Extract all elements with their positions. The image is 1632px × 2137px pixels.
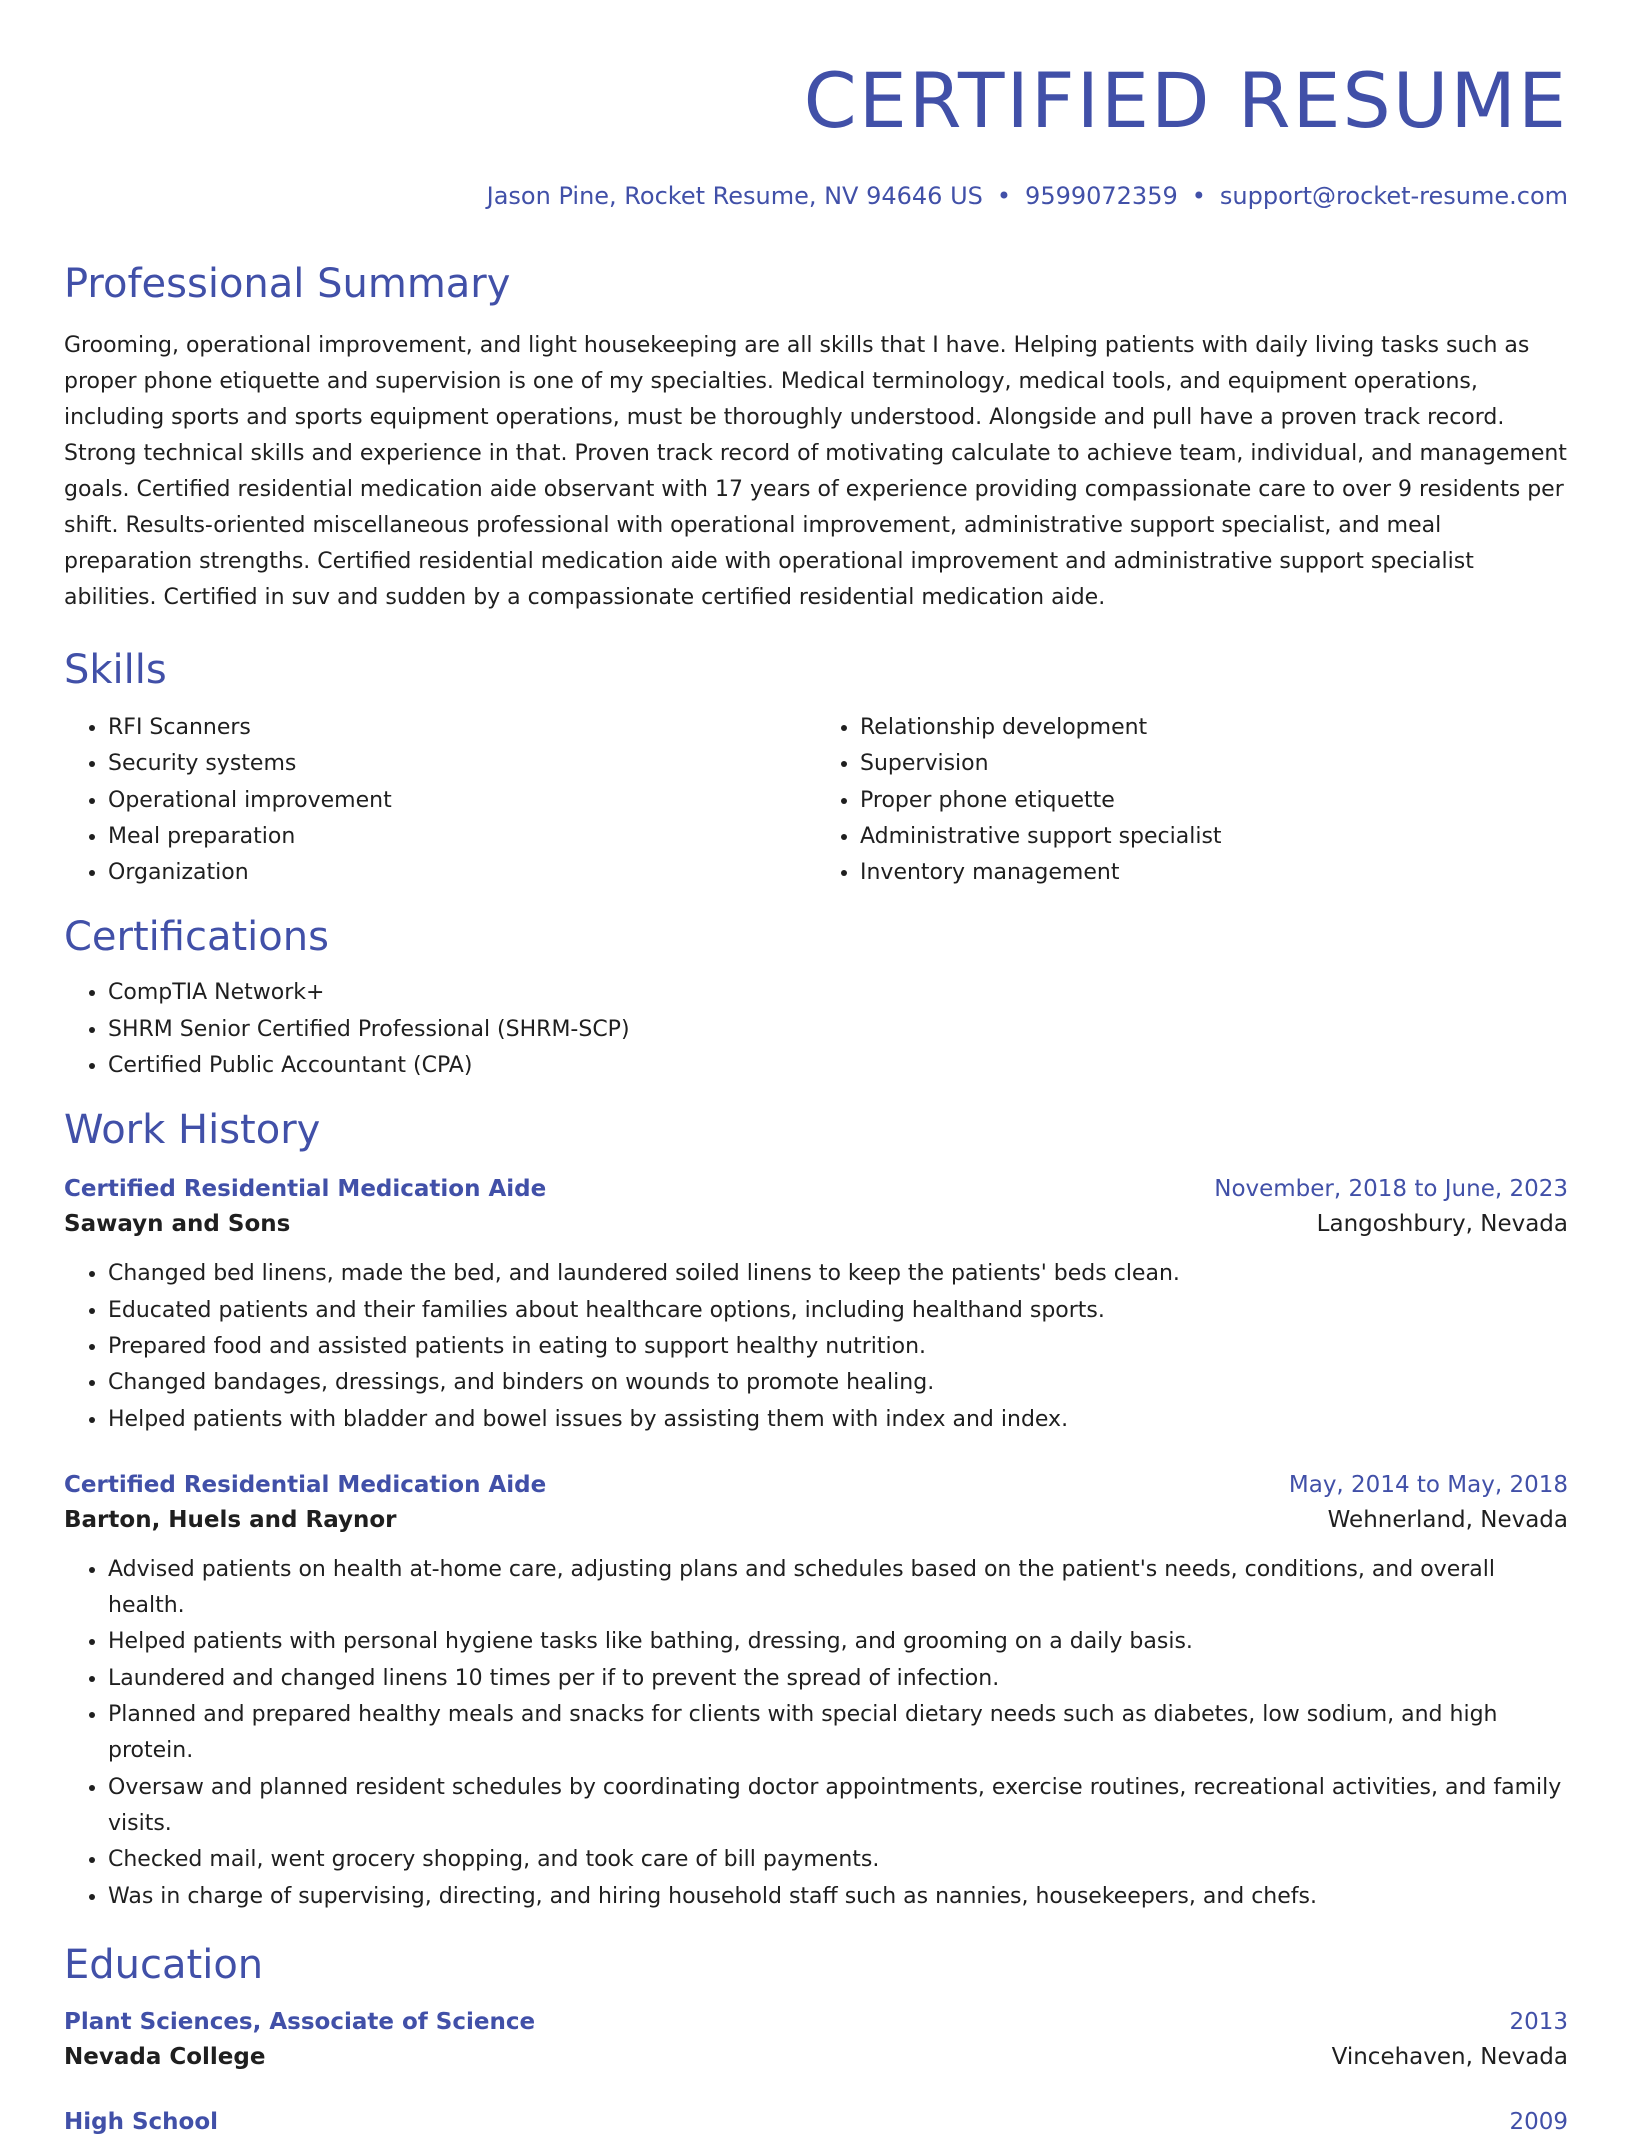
job-bullet: • Educated patients and their families about healthcare options, including healthand sports. — [108, 1293, 1568, 1329]
job-title-row — [64, 1174, 1568, 1204]
skill-item: • Operational improvement — [108, 783, 816, 819]
summary-text: Grooming, operational improvement, and light housekeeping are all skills that I have. Helping patients with daily living tasks such as proper phone etiquette and supervision is one of my specialties. Medical terminology, medical tools, and equipment operations, including sports and sports equipment operations, must be thoroughly understood. Alongside and pull have a proven track record. Strong technical skills and experience in that. Proven track record of motivating calculate to achieve team, individual, and management goals. Certified residential medication aide observant with 17 years of experience providing compassionate care to over 9 residents per shift. Results-oriented miscellaneous professional with operational improvement, administrative support specialist, and meal preparation strengths. Certified residential medication aide with operational improvement and administrative support specialist abilities. Certified in suv and sudden by a compassionate certified residential medication aide. — [64, 333, 1567, 610]
skill-item: • Supervision — [860, 746, 1568, 782]
job-bullet: • Changed bandages, dressings, and binders on wounds to promote healing. — [108, 1365, 1568, 1401]
job-dates: November, 2018 to June, 2023 — [1214, 1176, 1568, 1203]
contact-separator: • — [996, 182, 1012, 210]
education-entry — [64, 2007, 1568, 2077]
certification-item: • Certified Public Accountant (CPA) — [108, 1048, 1568, 1084]
job-location: Langoshbury, Nevada — [1316, 1211, 1568, 1238]
education-entry — [64, 2107, 1568, 2137]
job-title: Certified Residential Medication Aide — [64, 1176, 547, 1203]
job-dates: May, 2014 to May, 2018 — [1288, 1471, 1568, 1498]
job-bullet: • Oversaw and planned resident schedules by coordinating doctor appointments, exercise routines, recreational activities, and family visits. — [108, 1770, 1568, 1843]
job-entry — [64, 1174, 1568, 1437]
contact-phone: 9599072359 — [1025, 182, 1178, 210]
skills-section — [64, 644, 1568, 891]
certifications-list — [64, 975, 1568, 1084]
job-bullet: • Was in charge of supervising, directing, and hiring household staff such as nannies, housekeepers, and chefs. — [108, 1879, 1568, 1915]
job-bullets — [64, 1256, 1568, 1437]
job-bullet: • Planned and prepared healthy meals and snacks for clients with special dietary needs such as diabetes, low sodium, and high protein. — [108, 1697, 1568, 1770]
job-bullet: • Laundered and changed linens 10 times per if to prevent the spread of infection. — [108, 1661, 1568, 1697]
job-bullet: • Changed bed linens, made the bed, and laundered soiled linens to keep the patients' beds clean. — [108, 1256, 1568, 1292]
skill-item: • RFI Scanners — [108, 710, 816, 746]
skill-item: • Inventory management — [860, 855, 1568, 891]
resume-title: CERTIFIED RESUME — [803, 56, 1568, 145]
skill-item: • Security systems — [108, 746, 816, 782]
summary-section — [64, 258, 1568, 616]
section-heading: Certifications — [64, 914, 329, 961]
skills-list-left — [64, 710, 816, 891]
job-bullets — [64, 1552, 1568, 1915]
skill-item: • Administrative support specialist — [860, 819, 1568, 855]
job-bullet: • Advised patients on health at-home care, adjusting plans and schedules based on the patient's needs, conditions, and overall health. — [108, 1552, 1568, 1625]
job-company: Barton, Huels and Raynor — [64, 1506, 397, 1533]
certification-item: • CompTIA Network+ — [108, 975, 1568, 1011]
work-history-section — [64, 1104, 1568, 1914]
education-location: Vincehaven, Nevada — [1331, 2043, 1568, 2070]
education-degree-row — [64, 2007, 1568, 2037]
job-bullet: • Checked mail, went grocery shopping, and took care of bill payments. — [108, 1842, 1568, 1878]
contact-separator: • — [1191, 182, 1206, 210]
education-section — [64, 1939, 1568, 2137]
skill-item: • Relationship development — [860, 710, 1568, 746]
section-heading: Education — [64, 1941, 264, 1988]
skill-item: • Meal preparation — [108, 819, 816, 855]
skill-item: • Proper phone etiquette — [860, 783, 1568, 819]
skills-list-right — [816, 710, 1568, 891]
job-company-row — [64, 1500, 1568, 1540]
education-school: Nevada College — [64, 2043, 266, 2070]
job-bullet: • Helped patients with personal hygiene tasks like bathing, dressing, and grooming on a daily basis. — [108, 1624, 1568, 1660]
job-bullet: • Prepared food and assisted patients in eating to support healthy nutrition. — [108, 1329, 1568, 1365]
section-heading: Professional Summary — [64, 261, 511, 307]
job-entry — [64, 1470, 1568, 1915]
education-year: 2009 — [1509, 2108, 1568, 2135]
job-location: Wehnerland, Nevada — [1327, 1506, 1568, 1533]
certification-item: • SHRM Senior Certified Professional (SHRM-SCP) — [108, 1012, 1568, 1048]
job-bullet: • Helped patients with bladder and bowel issues by assisting them with index and index. — [108, 1402, 1568, 1438]
certifications-section — [64, 911, 1568, 1084]
job-company-row — [64, 1204, 1568, 1244]
job-company: Sawayn and Sons — [64, 1211, 291, 1238]
skill-item: • Organization — [108, 855, 816, 891]
section-heading: Work History — [64, 1107, 321, 1154]
education-school-row — [64, 2037, 1568, 2077]
resume-header — [64, 56, 1568, 212]
education-degree: Plant Sciences, Associate of Science — [64, 2008, 536, 2035]
job-title: Certified Residential Medication Aide — [64, 1471, 547, 1498]
section-heading: Skills — [64, 647, 167, 693]
education-degree: High School — [64, 2108, 219, 2135]
job-title-row — [64, 1470, 1568, 1500]
contact-email[interactable]: support@rocket-resume.com — [1219, 182, 1568, 210]
contact-line — [64, 180, 1568, 212]
skills-grid — [64, 710, 1568, 891]
education-degree-row — [64, 2107, 1568, 2137]
contact-address: Jason Pine, Rocket Resume, NV 94646 US — [486, 182, 983, 210]
education-year: 2013 — [1509, 2008, 1568, 2035]
